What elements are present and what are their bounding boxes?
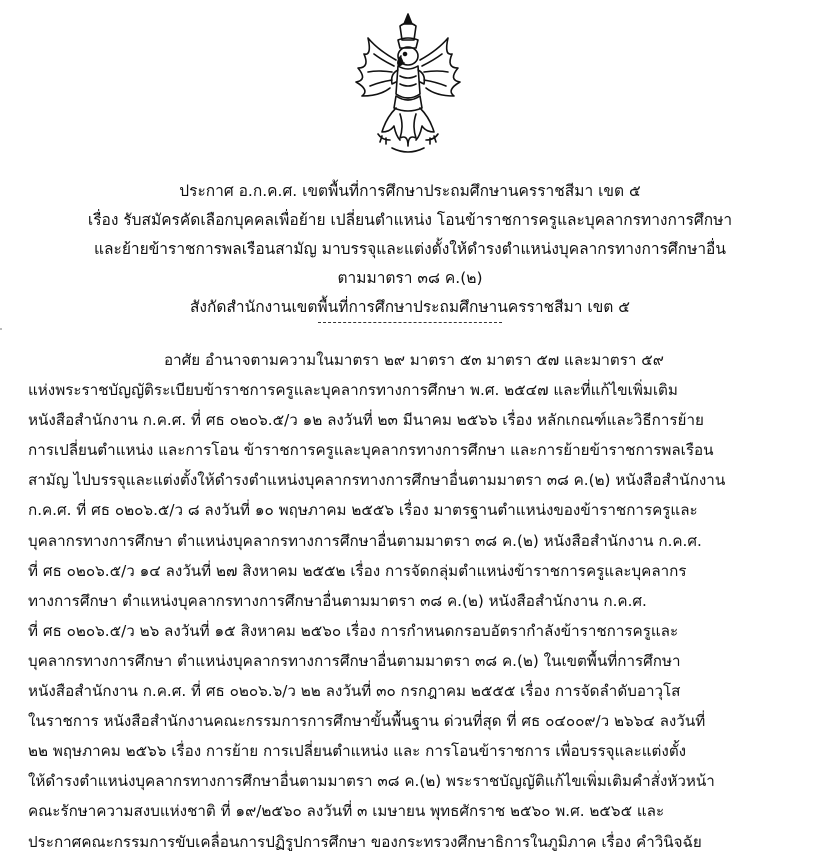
body-line: การเปลี่ยนตำแหน่ง และการโอน ข้าราชการครูและบุคลากรทางการศึกษา และการย้ายข้าราชการพลเรือน — [28, 441, 714, 460]
body-line: ๒๒ พฤษภาคม ๒๕๖๖ เรื่อง การย้าย การเปลี่ยนตำแหน่ง และ การโอนข้าราชการ เพื่อบรรจุและแต่งตั้ง — [28, 742, 687, 761]
announcement-subject-line-3: ตามมาตรา ๓๘ ค.(๒) — [337, 269, 483, 287]
body-line: ประกาศคณะกรรมการขับเคลื่อนการปฏิรูปการศึกษา ของกระทรวงศึกษาธิการในภูมิภาค เรื่อง คำวินิจฉัย — [28, 832, 702, 851]
body-line: สามัญ ไปบรรจุและแต่งตั้งให้ดำรงตำแหน่งบุคลากรทางการศึกษาอื่นตามมาตรา ๓๘ ค.(๒) หนังสือสำนักงาน — [28, 471, 726, 490]
body-line: บุคลากรทางการศึกษา ตำแหน่งบุคลากรทางการศึกษาอื่นตามมาตรา ๓๘ ค.(๒) หนังสือสำนักงาน ก.ค.ศ. — [28, 531, 702, 550]
announcement-affiliation: สังกัดสำนักงานเขตพื้นที่การศึกษาประถมศึกษานครราชสีมา เขต ๕ — [189, 298, 631, 316]
body-line: ให้ดำรงตำแหน่งบุคลากรทางการศึกษาอื่นตามมาตรา ๓๘ ค.(๒) พระราชบัญญัติแก้ไขเพิ่มเติมคำสั่งหัวหน้า — [28, 772, 715, 791]
body-line: ในราชการ หนังสือสำนักงานคณะกรรมการการศึกษาขั้นพื้นฐาน ด่วนที่สุด ที่ ศธ ๐๔๐๐๙/ว ๒๖๖๔ ลงวันที่ — [28, 712, 706, 731]
body-line: แห่งพระราชบัญญัติระเบียบข้าราชการครูและบุคลากรทางการศึกษา พ.ศ. ๒๕๔๗ และที่แก้ไขเพิ่มเติม — [28, 381, 678, 400]
announcement-body — [28, 345, 798, 857]
garuda-emblem-icon — [338, 10, 478, 160]
body-line: ทางการศึกษา ตำแหน่งบุคลากรทางการศึกษาอื่นตามมาตรา ๓๘ ค.(๒) หนังสือสำนักงาน ก.ค.ศ. — [28, 591, 647, 610]
announcement-title: ประกาศ อ.ก.ค.ศ. เขตพื้นที่การศึกษาประถมศึกษานครราชสีมา เขต ๕ — [179, 182, 641, 200]
body-line: ก.ค.ศ. ที่ ศธ ๐๒๐๖.๕/ว ๘ ลงวันที่ ๑๐ พฤษภาคม ๒๕๕๖ เรื่อง มาตรฐานตำแหน่งของข้าราชการครูและ — [28, 501, 698, 520]
body-line: คณะรักษาความสงบแห่งชาติ ที่ ๑๙/๒๕๖๐ ลงวันที่ ๓ เมษายน พุทธศักราช ๒๕๖๐ พ.ศ. ๒๕๖๕ และ — [28, 802, 665, 821]
announcement-subject: เรื่อง รับสมัครคัดเลือกบุคคลเพื่อย้าย เปลี่ยนตำแหน่ง โอนข้าราชการครูและบุคลากรทางการศึกษา — [87, 211, 733, 229]
announcement-subject-line-2: และย้ายข้าราชการพลเรือนสามัญ มาบรรจุและแต่งตั้งให้ดำรงตำแหน่งบุคลากรทางการศึกษาอื่น — [94, 240, 726, 258]
header-separator — [318, 322, 502, 323]
body-line: บุคลากรทางการศึกษา ตำแหน่งบุคลากรทางการศึกษาอื่นตามมาตรา ๓๘ ค.(๒) ในเขตพื้นที่การศึกษา — [28, 651, 681, 670]
announcement-header — [60, 177, 760, 322]
body-line: ที่ ศธ ๐๒๐๖.๕/ว ๑๔ ลงวันที่ ๒๗ สิงหาคม ๒๕๕๒ เรื่อง การจัดกลุ่มตำแหน่งข้าราชการครูและบุคลากร — [28, 561, 687, 580]
body-line: หนังสือสำนักงาน ก.ค.ศ. ที่ ศธ ๐๒๐๖.๕/ว ๑๒ ลงวันที่ ๒๓ มีนาคม ๒๕๖๖ เรื่อง หลักเกณฑ์และวิธีการย้าย — [28, 411, 704, 430]
body-line: หนังสือสำนักงาน ก.ค.ศ. ที่ ศธ ๐๒๐๖.๖/ว ๒๒ ลงวันที่ ๓๐ กรกฎาคม ๒๕๕๕ เรื่อง การจัดลำดับอาวุโส — [28, 682, 681, 701]
body-line: อาศัย อำนาจตามความในมาตรา ๒๙ มาตรา ๕๓ มาตรา ๕๗ และมาตรา ๕๙ — [164, 351, 664, 369]
margin-mark — [0, 328, 2, 330]
body-line: ที่ ศธ ๐๒๐๖.๕/ว ๒๖ ลงวันที่ ๑๕ สิงหาคม ๒๕๖๐ เรื่อง การกำหนดกรอบอัตรากำลังข้าราชการครูและ — [28, 621, 679, 640]
